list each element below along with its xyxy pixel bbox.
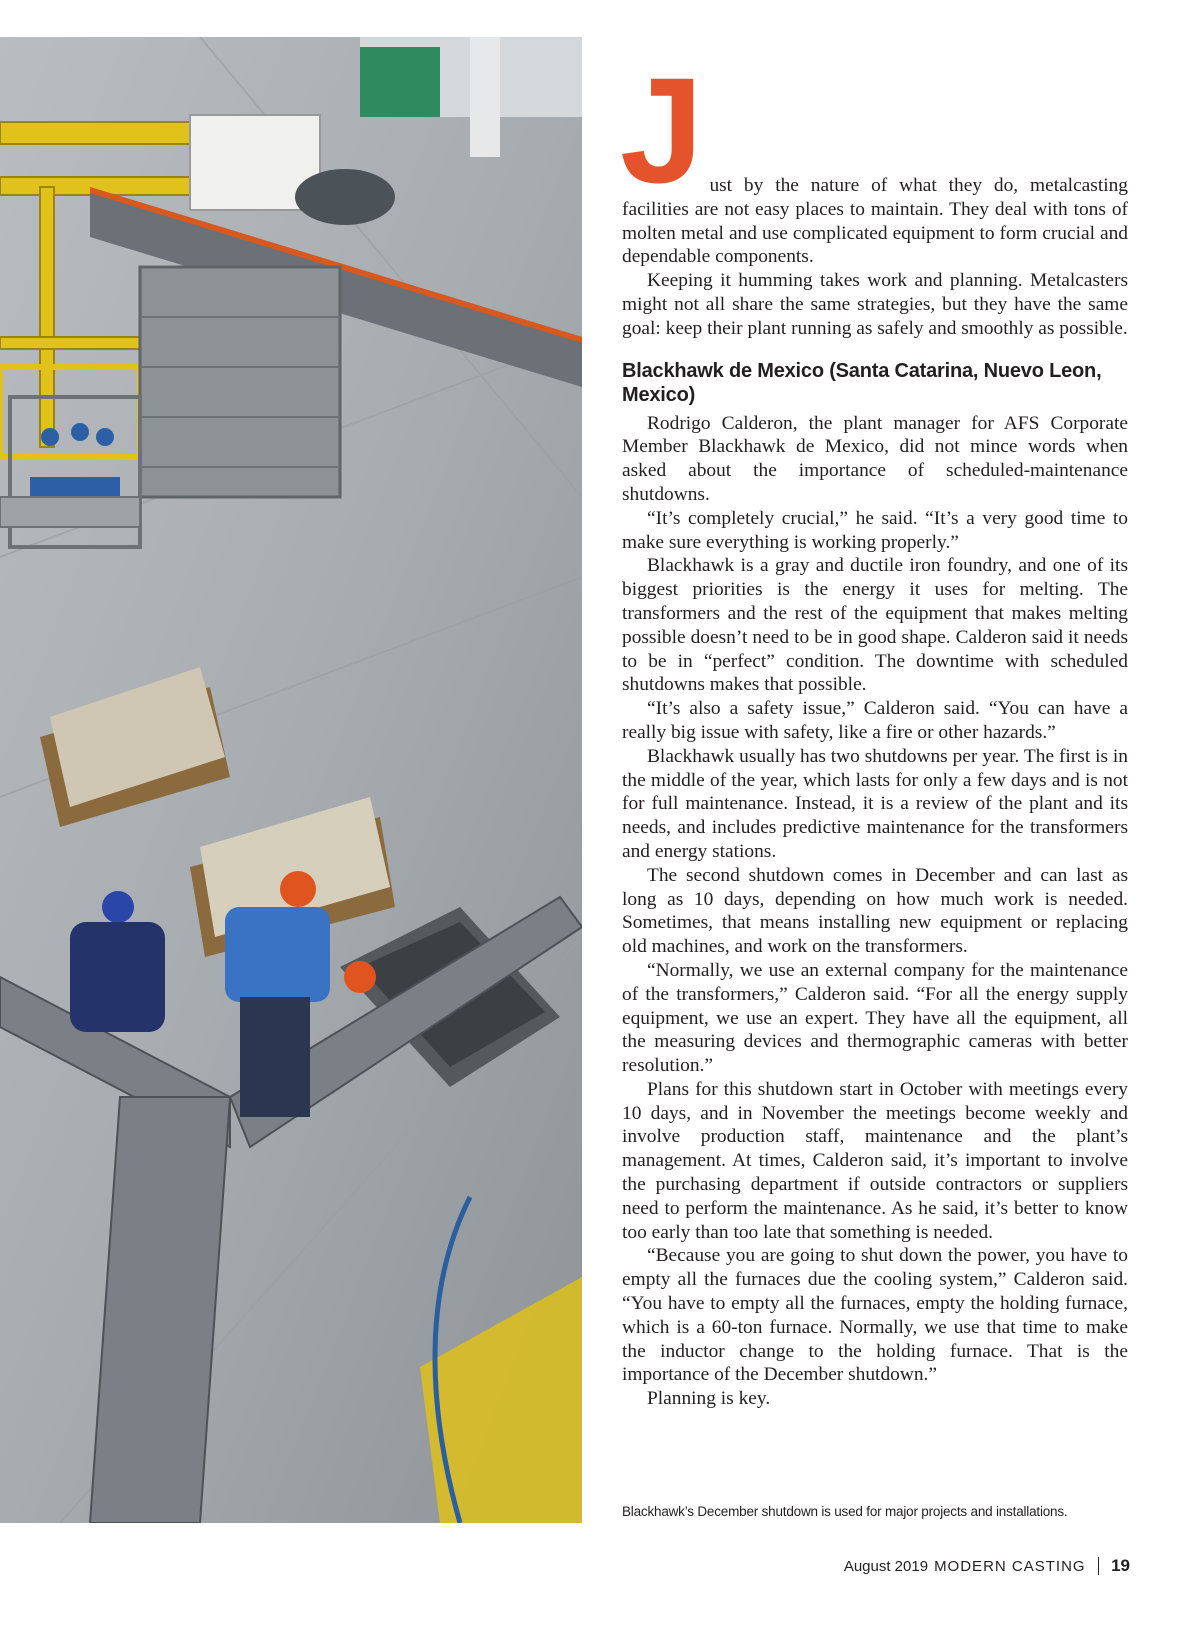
- paragraph: Keeping it humming takes work and planning. Metalcasters might not all share the same strategies, but they have the same goal: keep their plant running as safely and smoothly as possible.: [622, 270, 1128, 339]
- paragraph: Planning is key.: [647, 1388, 771, 1410]
- lead-paragraph: [620, 46, 1128, 269]
- page-footer: [844, 1556, 1130, 1576]
- paragraph: Rodrigo Calderon, the plant manager for AFS Corporate Member Blackhawk de Mexico, did not mince words when asked about the importance of scheduled-maintenance shutdowns.: [622, 412, 1128, 505]
- paragraph: The second shutdown comes in December and can last as long as 10 days, depending on how much work is needed. Sometimes, that means installing new equipment or replacing old machines, and work on the transformers.: [622, 864, 1128, 958]
- paragraph: Plans for this shutdown start in October with meetings every 10 days, and in November the meetings become weekly and involve production staff, maintenance and the plant’s management. At times, Calderon said, it’s important to involve the purchasing department if outside contractors or suppliers need to perform the maintenance. As he said, it’s better to know too early than too late that something is needed.: [622, 1078, 1128, 1243]
- paragraph: “It’s also a safety issue,” Calderon said. “You can have a really big issue with safety, like a fire or other hazards.”: [622, 698, 1128, 743]
- page-number: 19: [1111, 1556, 1130, 1575]
- paragraph: “Because you are going to shut down the power, you have to empty all the furnaces due the cooling system,” Calderon said. “You have to empty all the furnaces, empty the holding furnace, which is a 60-ton furnace. Normally, we use that time to make the inductor change to the holding furnace. That is the importance of the December shutdown.”: [622, 1245, 1128, 1386]
- paragraph: “It’s completely crucial,” he said. “It’s a very good time to make sure everything is working properly.”: [622, 507, 1128, 553]
- footer-divider: [1098, 1557, 1100, 1575]
- section-subhead: Blackhawk de Mexico (Santa Catarina, Nuevo Leon, Mexico): [622, 359, 1102, 406]
- paragraph: Blackhawk usually has two shutdowns per year. The first is in the middle of the year, which lasts for only a few days and is not for full maintenance. Instead, it is a review of the plant and its needs, and includes predictive maintenance for the transformers and energy stations.: [622, 745, 1128, 862]
- drop-cap: J: [620, 46, 704, 214]
- photo-caption: Blackhawk’s December shutdown is used for major projects and installations.: [622, 1504, 1068, 1519]
- article-body: [620, 46, 1128, 1411]
- lead-text: ust by the nature of what they do, metalcasting facilities are not easy places to maintain. They deal with tons of molten metal and use complicated equipment to form crucial and dependable components.: [622, 175, 1128, 268]
- magazine-name: MODERN CASTING: [934, 1557, 1086, 1575]
- foundry-photo: [0, 37, 582, 1523]
- paragraph: “Normally, we use an external company for the maintenance of the transformers,” Calderon said. “For all the energy supply equipment, we use an expert. They have all the equipment, all the measuring devices and thermographic cameras with better resolution.”: [622, 959, 1128, 1077]
- paragraph: Blackhawk is a gray and ductile iron foundry, and one of its biggest priorities is the energy it uses for melting. The transformers and the rest of the equipment that makes melting possible doesn’t need to be in good shape. Calderon said it needs to be in “perfect” condition. The downtime with scheduled shutdowns makes that possible.: [622, 555, 1128, 696]
- issue-date: August 2019: [843, 1557, 929, 1575]
